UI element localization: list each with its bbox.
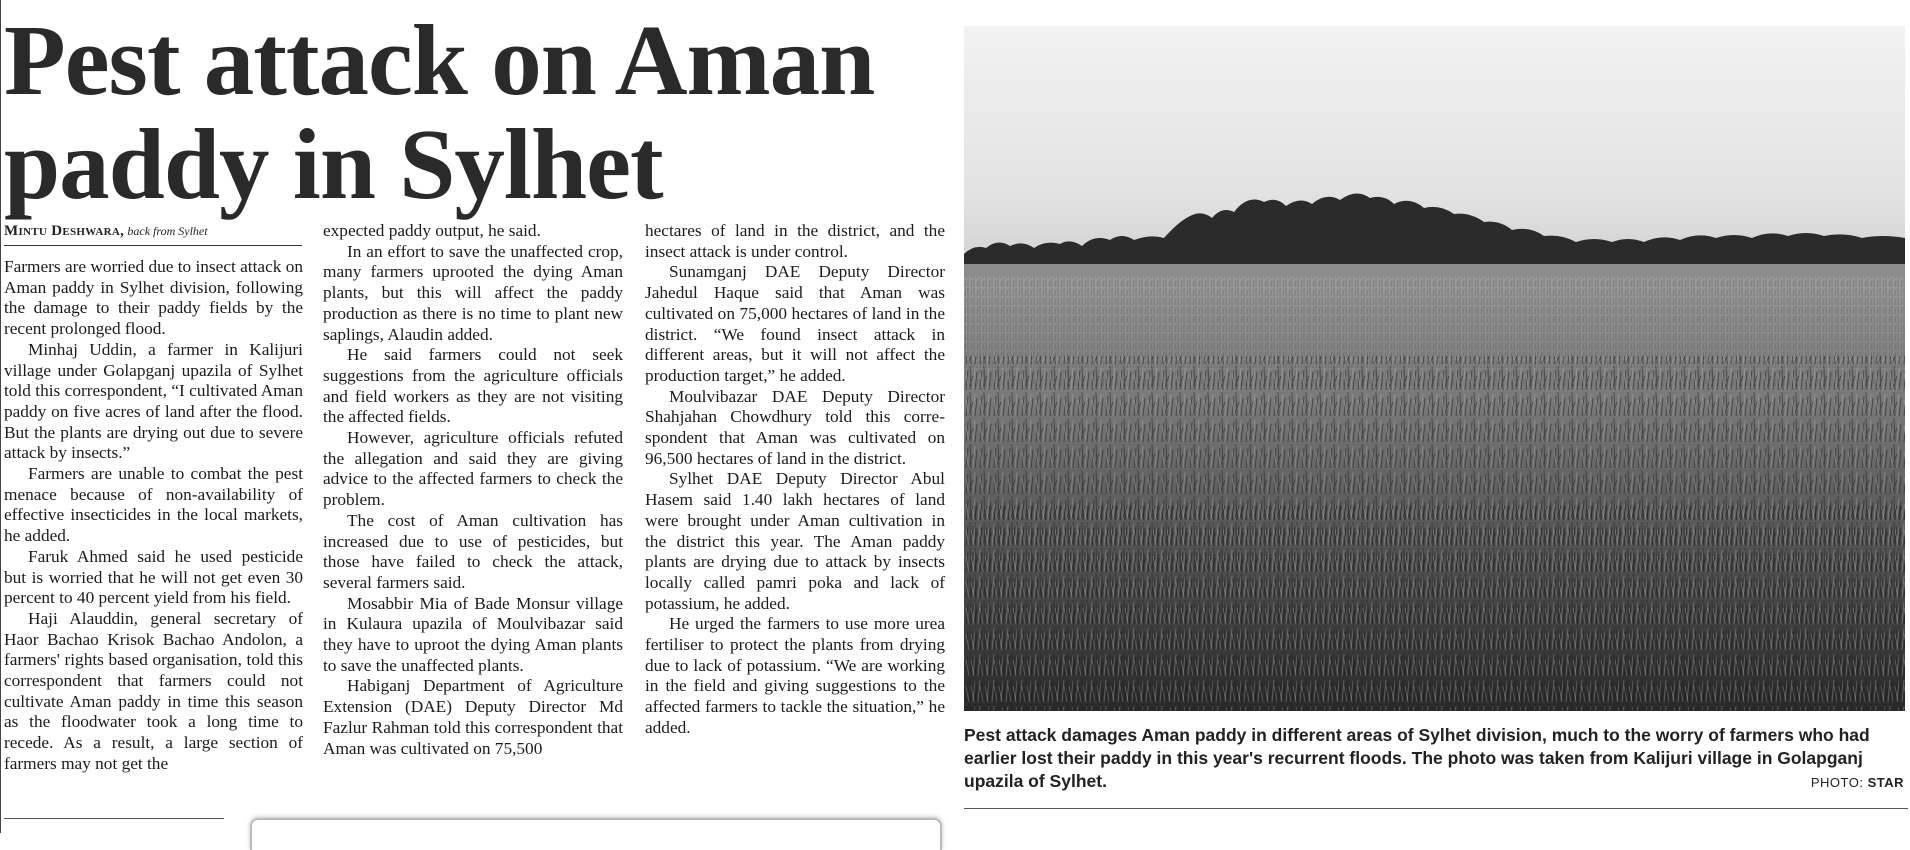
- paragraph: Haji Alauddin, general secretary of Haor Bachao Krisok Bachao Andolon, a farmers' rights based organisation, told this correspondent that farmers could not cultivate Aman paddy in time this season as the floodwater took a long time to recede. As a result, a large section of farmers may not get the: [4, 608, 303, 773]
- paragraph: Moulvibazar DAE Deputy Director Shahjahan Chowdhury told this correspondent that Aman was cultivated on 96,500 hectares of land in the district.: [645, 386, 945, 468]
- photo-credit: [1811, 775, 1904, 790]
- paragraph: Minhaj Uddin, a farmer in Kalijuri village under Golapganj upazila of Sylhet told this correspondent, “I cultivated Aman paddy on five acres of land after the flood. But the plants are drying out due to severe attack by insects.”: [4, 339, 303, 463]
- paragraph: Sylhet DAE Deputy Director Abul Hasem said 1.40 lakh hectares of land were brought under Aman cultivation in the district this year. The Aman paddy plants are drying due to attack by insects locally called pamri poka and lack of potassium, he added.: [645, 469, 945, 613]
- paragraph: The cost of Aman cultivation has increased due to use of pesticides, but those have failed to check the attack, several farmers said.: [323, 510, 623, 592]
- paragraph: In an effort to save the unaffected crop, many farmers uprooted the dying Aman plants, but this will affect the paddy production as there is no time to plant new saplings, Alaudin added.: [323, 241, 623, 344]
- paragraph: Farmers are worried due to insect attack on Aman paddy in Sylhet division, following the damage to their paddy fields by the recent prolonged flood.: [4, 257, 303, 339]
- photo-caption: Pest attack damages Aman paddy in different areas of Sylhet division, much to the worry of farmers who had earlier lost their paddy in this year's recurrent floods. The photo was taken from Kalijuri village in Golapganj upazila of Sylhet.: [964, 725, 1870, 791]
- paragraph: Farmers are unable to combat the pest menace because of non-availability of effective insecticides in the local markets, he added.: [4, 464, 303, 546]
- divider: [964, 808, 1908, 809]
- page-edge: [0, 0, 1, 833]
- byline-author: Mintu Deshwara,: [4, 223, 125, 239]
- paragraph: expected paddy output, he said.: [323, 221, 541, 240]
- byline: [4, 223, 304, 240]
- divider: [4, 818, 224, 819]
- article-column-2: [323, 221, 623, 759]
- paragraph: Mosabbir Mia of Bade Monsur village in Kulaura upazila of Moulvibazar said they have to uproot the dying Aman plants to save the unaffected plants.: [323, 593, 623, 675]
- byline-location: back from Sylhet: [127, 224, 208, 238]
- article-headline: Pest attack on Aman paddy in Sylhet: [4, 4, 875, 220]
- next-story-box: [250, 818, 942, 850]
- article-photo: [964, 26, 1905, 711]
- paragraph: Sunamganj DAE Deputy Director Jahedul Haque said that Aman was cultivated on 75,000 hectares of land in the district. “We found insect attack in different areas, but it will not affect the production target,” he added.: [645, 262, 945, 385]
- byline-divider: [4, 245, 302, 246]
- paragraph: He said farmers could not seek suggestions from the agriculture officials and field workers as they are not visiting the affected fields.: [323, 345, 623, 427]
- distant-strip: [964, 264, 1905, 278]
- paragraph: hectares of land in the district, and the insect attack is under control.: [645, 221, 945, 261]
- paragraph: Habiganj Department of Agriculture Extension (DAE) Deputy Director Md Fazlur Rahman told this correspondent that Aman was cultivated on 75,500: [323, 676, 623, 758]
- article-column-1: [4, 257, 303, 775]
- paragraph: He urged the farmers to use more urea fertiliser to protect the plants from drying due to lack of potassium. “We are working in the field and giving suggestions to the affected farmers to tackle the situation,” he added.: [645, 614, 945, 737]
- paragraph: However, agriculture officials refuted the allegation and said they are giving advice to the affected farmers to check the problem.: [323, 428, 623, 510]
- photo-credit-label: PHOTO:: [1810, 775, 1864, 790]
- article-column-3: [645, 221, 945, 739]
- photo-credit-source: STAR: [1867, 775, 1904, 790]
- paragraph: Faruk Ahmed said he used pesticide but is worried that he will not get even 30 percent to 40 percent yield from his field.: [4, 546, 303, 608]
